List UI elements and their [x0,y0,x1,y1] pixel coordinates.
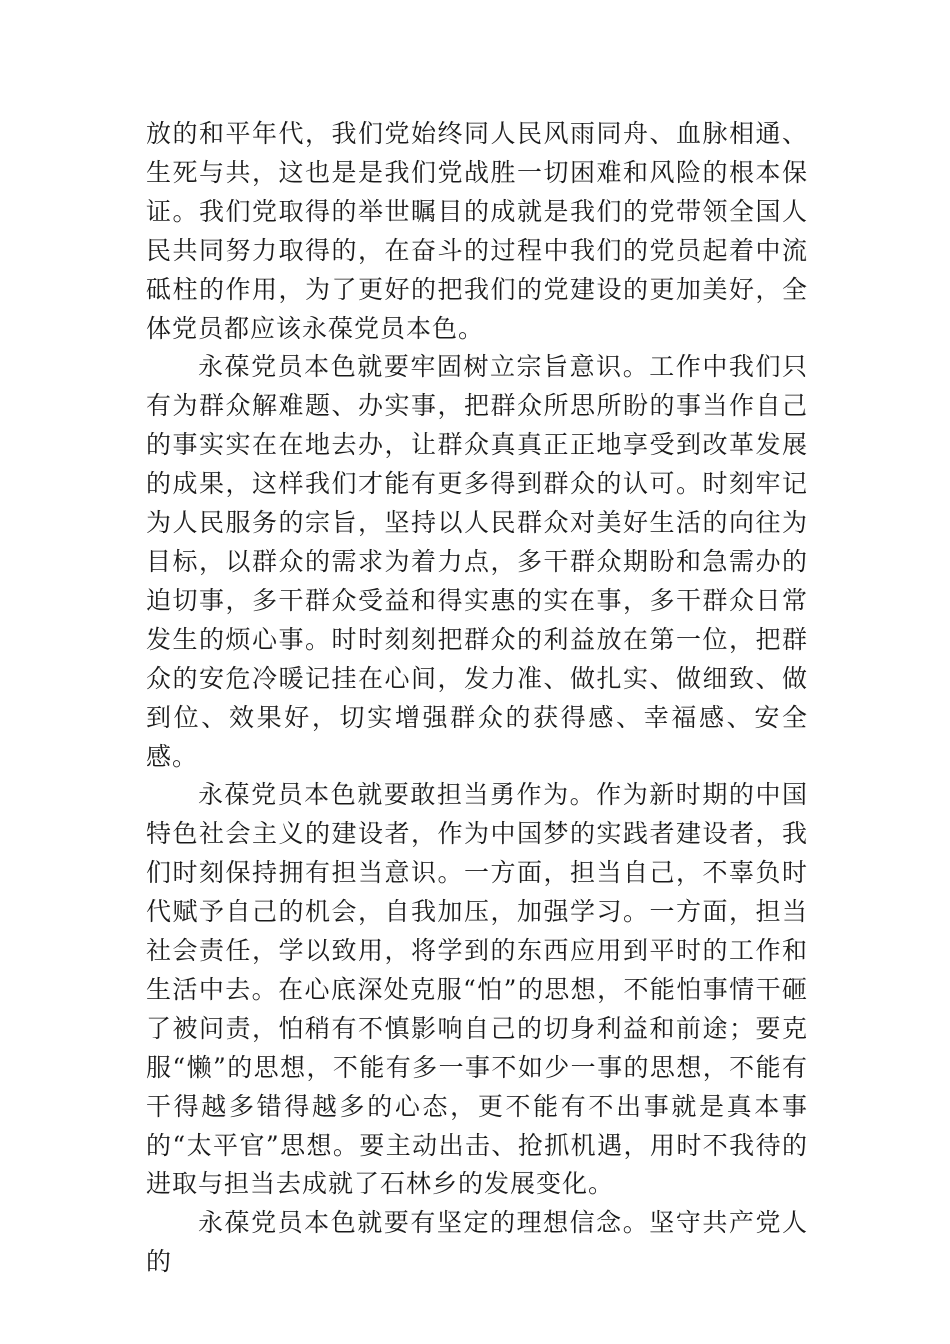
paragraph-purpose-awareness: 永葆党员本色就要牢固树立宗旨意识。工作中我们只有为群众解难题、办实事，把群众所思所盼的事当作自己的事实实在在地去办，让群众真真正正地享受到改革发展的成果，这样我们才能有更多得到群众的认可。时刻牢记为人民服务的宗旨，坚持以人民群众对美好生活的向往为目标，以群众的需求为着力点，多干群众期盼和急需办的迫切事，多干群众受益和得实惠的实在事，多干群众日常发生的烦心事。时时刻刻把群众的利益放在第一位，把群众的安危冷暖记挂在心间，发力准、做扎实、做细致、做到位、效果好，切实增强群众的获得感、幸福感、安全感。 [146,352,808,771]
paragraph-continuation: 放的和平年代，我们党始终同人民风雨同舟、血脉相通、生死与共，这也是是我们党战胜一切困难和风险的根本保证。我们党取得的举世瞩目的成就是我们的党带领全国人民共同努力取得的，在奋斗的过程中我们的党员起着中流砥柱的作用，为了更好的把我们的党建设的更加美好，全体党员都应该永葆党员本色。 [146,119,808,343]
body-text [146,115,808,1282]
paragraph-responsibility: 永葆党员本色就要敢担当勇作为。作为新时期的中国特色社会主义的建设者，作为中国梦的实践者建设者，我们时刻保持拥有担当意识。一方面，担当自己，不辜负时代赋予自己的机会，自我加压，加强学习。一方面，担当社会责任，学以致用，将学到的东西应用到平时的工作和生活中去。在心底深处克服“怕”的思想，不能怕事情干砸了被问责，怕稍有不慎影响自己的切身利益和前途；要克服“懒”的思想，不能有多一事不如少一事的思想，不能有干得越多错得越多的心态，更不能有不出事就是真本事的“太平官”思想。要主动出击、抢抓机遇，用时不我待的进取与担当去成就了石林乡的发展变化。 [146,780,808,1199]
paragraph-ideals: 永葆党员本色就要有坚定的理想信念。坚守共产党人的 [146,1208,808,1277]
